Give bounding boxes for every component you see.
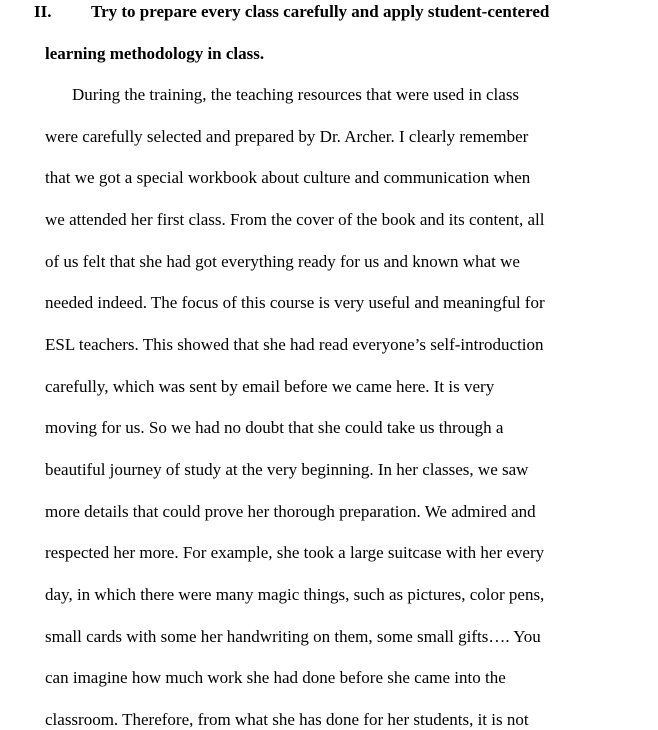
- paragraph-line: classroom. Therefore, from what she has done for her students, it is not: [45, 710, 529, 729]
- section-heading-line-1: Try to prepare every class carefully and apply student-centered: [91, 2, 550, 21]
- paragraph-line: carefully, which was sent by email before we came here. It is very: [45, 377, 495, 396]
- paragraph-line: more details that could prove her thorough preparation. We admired and: [45, 502, 536, 521]
- paragraph-line: we attended her first class. From the cover of the book and its content, all: [45, 210, 545, 229]
- paragraph-line: small cards with some her handwriting on them, some small gifts…. You: [45, 627, 541, 646]
- paragraph-line: ESL teachers. This showed that she had read everyone’s self-introduction: [45, 335, 544, 354]
- paragraph-line: that we got a special workbook about culture and communication when: [45, 168, 531, 187]
- paragraph-line: can imagine how much work she had done before she came into the: [45, 668, 506, 687]
- section-heading-line-2: learning methodology in class.: [45, 44, 265, 63]
- paragraph-line: During the training, the teaching resources that were used in class: [72, 85, 520, 104]
- paragraph-line: moving for us. So we had no doubt that she could take us through a: [45, 418, 504, 437]
- paragraph-line: day, in which there were many magic things, such as pictures, color pens,: [45, 585, 545, 604]
- paragraph-line: needed indeed. The focus of this course is very useful and meaningful for: [45, 293, 545, 312]
- paragraph-line: beautiful journey of study at the very beginning. In her classes, we saw: [45, 460, 529, 479]
- section-numeral: II.: [34, 2, 52, 21]
- paragraph-line: of us felt that she had got everything ready for us and known what we: [45, 252, 520, 271]
- paragraph-line: respected her more. For example, she took a large suitcase with her every: [45, 543, 545, 562]
- paragraph-line: were carefully selected and prepared by Dr. Archer. I clearly remember: [45, 127, 529, 146]
